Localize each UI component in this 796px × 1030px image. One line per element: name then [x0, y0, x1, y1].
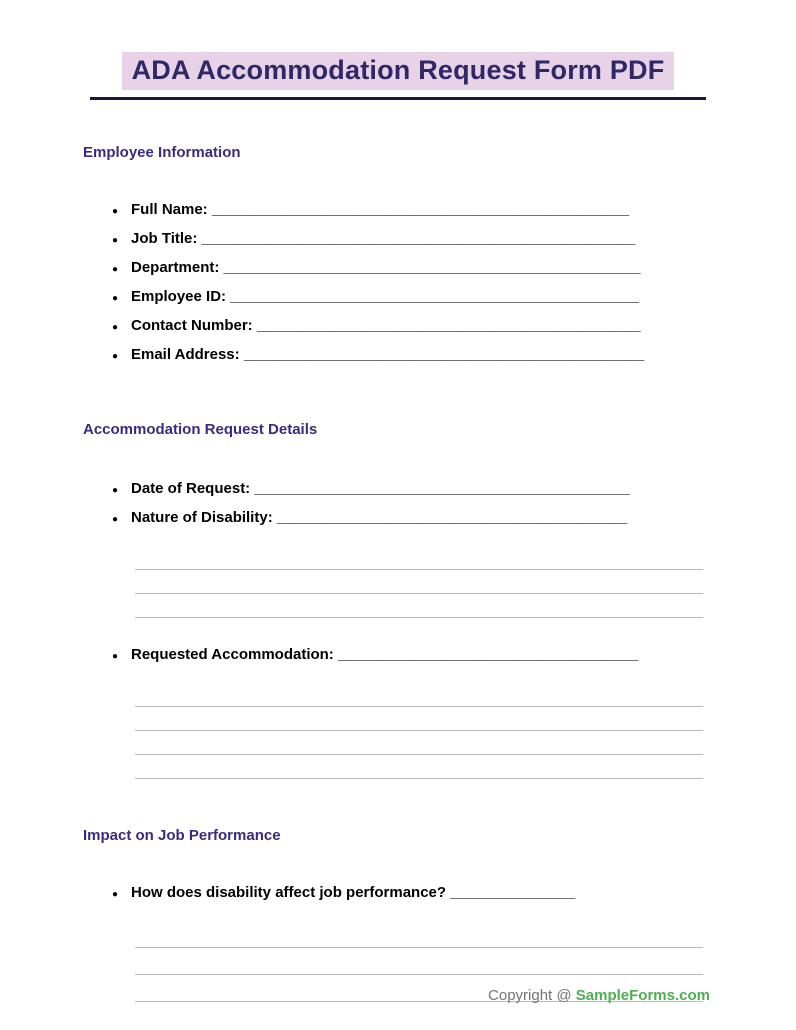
- bullet-icon: ●: [112, 264, 119, 275]
- section-heading-accommodation-request-details: Accommodation Request Details: [83, 421, 318, 438]
- bullet-icon: ●: [112, 485, 119, 496]
- list-item-email-address: [83, 346, 708, 375]
- list-item-full-name: [83, 201, 708, 230]
- writing-lines-requested-accommodation: [135, 683, 703, 779]
- writing-line: [135, 683, 703, 707]
- field-line-nature-of-disability: Nature of Disability: __________________________________________: [131, 509, 628, 526]
- list-item-job-performance-question: [83, 884, 708, 913]
- bullet-icon: ●: [112, 293, 119, 304]
- title-divider: [90, 97, 706, 100]
- field-line-contact-number: Contact Number: ______________________________________________: [131, 317, 641, 334]
- accommodation-request-list: [83, 480, 708, 779]
- list-item-requested-accommodation: [83, 646, 708, 675]
- list-item-employee-id: [83, 288, 708, 317]
- field-line-email-address: Email Address: ________________________________________________: [131, 346, 645, 363]
- list-item-job-title: [83, 230, 708, 259]
- bullet-icon: ●: [112, 889, 119, 900]
- footer: [488, 987, 710, 1004]
- field-line-job-title: Job Title: ____________________________________________________: [131, 230, 636, 247]
- field-line-requested-accommodation: Requested Accommodation: ____________________________________: [131, 646, 639, 663]
- writing-line: [135, 731, 703, 755]
- bullet-icon: ●: [112, 651, 119, 662]
- sampleforms-link[interactable]: SampleForms.com: [575, 987, 710, 1004]
- copyright-text: Copyright @: [488, 987, 576, 1004]
- document-header: [0, 52, 796, 100]
- employee-information-list: [83, 201, 708, 375]
- writing-lines-nature-of-disability: [135, 546, 703, 618]
- bullet-icon: ●: [112, 322, 119, 333]
- list-item-contact-number: [83, 317, 708, 346]
- document-body: [0, 144, 796, 1002]
- field-line-department: Department: __________________________________________________: [131, 259, 641, 276]
- list-item-date-of-request: [83, 480, 708, 509]
- writing-line: [135, 546, 703, 570]
- list-item-nature-of-disability: [83, 509, 708, 538]
- writing-line: [135, 921, 703, 948]
- field-line-date-of-request: Date of Request: _____________________________________________: [131, 480, 630, 497]
- bullet-icon: ●: [112, 514, 119, 525]
- writing-line: [135, 948, 703, 975]
- bullet-icon: ●: [112, 206, 119, 217]
- writing-line: [135, 594, 703, 618]
- bullet-icon: ●: [112, 351, 119, 362]
- writing-line: [135, 707, 703, 731]
- field-line-job-performance-question: How does disability affect job performance? _______________: [131, 884, 576, 901]
- writing-line: [135, 570, 703, 594]
- bullet-icon: ●: [112, 235, 119, 246]
- impact-list: [83, 884, 708, 1002]
- list-item-department: [83, 259, 708, 288]
- section-heading-employee-information: Employee Information: [83, 144, 241, 161]
- field-line-full-name: Full Name: __________________________________________________: [131, 201, 629, 218]
- writing-line: [135, 755, 703, 779]
- field-line-employee-id: Employee ID: _________________________________________________: [131, 288, 639, 305]
- section-heading-impact-on-job-performance: Impact on Job Performance: [83, 827, 281, 844]
- page-title: ADA Accommodation Request Form PDF: [122, 52, 675, 90]
